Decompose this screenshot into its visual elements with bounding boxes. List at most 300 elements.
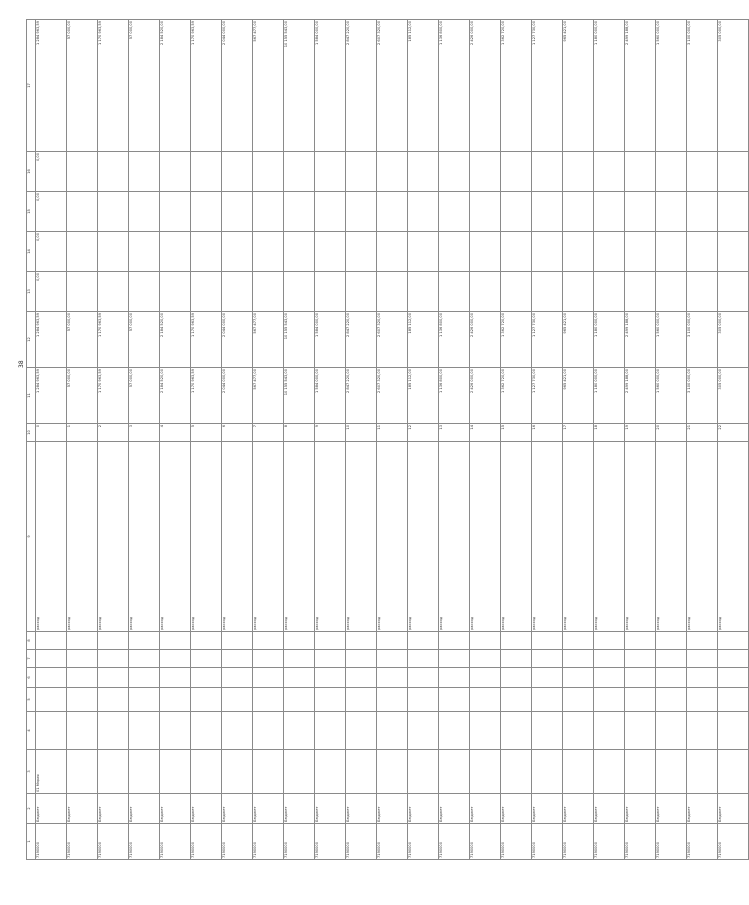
table-cell [36, 688, 67, 712]
table-cell: Бюджет [284, 794, 315, 824]
table-cell: 567 477,00 [253, 312, 284, 368]
table-cell [501, 232, 532, 272]
table-cell [470, 232, 501, 272]
table-cell: Бюджет [160, 794, 191, 824]
table-cell: 7190000 [687, 824, 718, 860]
table-cell [346, 650, 377, 668]
table-cell [36, 712, 67, 750]
table-cell [315, 192, 346, 232]
table-cell [284, 750, 315, 794]
table-cell: 2 044 000,00 [222, 368, 253, 424]
table-cell [408, 650, 439, 668]
table-cell: 1 180 000,00 [594, 312, 625, 368]
page-number: 38 [18, 360, 25, 368]
table-cell [222, 688, 253, 712]
table-cell: 1 127 730,00 [532, 20, 563, 152]
table-cell: 2 499 188,00 [625, 368, 656, 424]
table-row [656, 20, 687, 860]
table-cell [532, 650, 563, 668]
table-cell: 2 847 220,00 [346, 20, 377, 152]
table-cell [439, 232, 470, 272]
table-cell: 1 136 800,00 [439, 20, 470, 152]
table-cell [129, 152, 160, 192]
table-cell: 1 170 963,59 [98, 368, 129, 424]
table-cell: расход [36, 442, 67, 632]
table-cell [346, 632, 377, 650]
header-cell: 11 [27, 368, 36, 424]
table-cell [687, 632, 718, 650]
table-row [222, 20, 253, 860]
header-cell: 8 [27, 632, 36, 650]
table-cell: 567 477,00 [253, 368, 284, 424]
table-cell: расход [98, 442, 129, 632]
table-row [687, 20, 718, 860]
table-cell [191, 232, 222, 272]
table-cell: 7190000 [67, 824, 98, 860]
table-cell: 2 044 000,00 [222, 20, 253, 152]
header-cell: 15 [27, 192, 36, 232]
table-cell [377, 192, 408, 232]
table-cell [594, 232, 625, 272]
table-cell [501, 272, 532, 312]
table-cell [718, 750, 749, 794]
table-cell: Бюджет [439, 794, 470, 824]
table-cell: 2 847 220,00 [346, 312, 377, 368]
table-cell [625, 632, 656, 650]
table-cell: Бюджет [718, 794, 749, 824]
table-row [470, 20, 501, 860]
table-cell: 1 284 963,59 [36, 368, 67, 424]
table-cell [129, 668, 160, 688]
table-cell: 1 284 963,59 [36, 20, 67, 152]
table-cell [718, 650, 749, 668]
table-cell [563, 688, 594, 712]
table-cell [284, 232, 315, 272]
header-cell: 3 [27, 750, 36, 794]
header-cell: 12 [27, 312, 36, 368]
table-cell: 305 000,00 [718, 368, 749, 424]
table-cell [98, 650, 129, 668]
table-cell: расход [470, 442, 501, 632]
table-cell [222, 650, 253, 668]
table-cell: 1 170 963,59 [98, 20, 129, 152]
table-cell: 1 180 000,00 [594, 20, 625, 152]
table-cell: 1 170 963,59 [191, 368, 222, 424]
table-cell [718, 192, 749, 232]
table-cell [98, 152, 129, 192]
table-cell [470, 152, 501, 192]
table-cell: расход [718, 442, 749, 632]
table-cell [377, 272, 408, 312]
table-cell [67, 750, 98, 794]
rotated-sheet [26, 20, 722, 860]
table-cell [687, 152, 718, 192]
table-cell: 1 362 720,00 [501, 20, 532, 152]
table-cell [191, 712, 222, 750]
header-cell: 16 [27, 152, 36, 192]
table-cell: расход [656, 442, 687, 632]
table-cell [594, 712, 625, 750]
table-cell [470, 712, 501, 750]
budget-table [26, 19, 749, 860]
table-cell [656, 668, 687, 688]
table-cell [408, 152, 439, 192]
table-cell: 6 [222, 424, 253, 442]
table-cell [656, 632, 687, 650]
table-cell: Бюджет [222, 794, 253, 824]
table-cell [67, 232, 98, 272]
table-cell [625, 152, 656, 192]
table-cell: 13 [439, 424, 470, 442]
table-cell: 2 426 000,00 [470, 312, 501, 368]
table-cell: 1 362 720,00 [501, 368, 532, 424]
table-cell: 1 560 000,00 [656, 368, 687, 424]
table-cell: 4 [160, 424, 191, 442]
table-cell: 10 155 543,00 [284, 368, 315, 424]
table-cell: Бюджет [501, 794, 532, 824]
table-cell: 2 044 000,00 [222, 312, 253, 368]
table-cell [718, 272, 749, 312]
table-cell [656, 750, 687, 794]
table-cell [346, 668, 377, 688]
table-cell [470, 688, 501, 712]
table-row [377, 20, 408, 860]
table-cell [532, 712, 563, 750]
table-cell [98, 688, 129, 712]
table-cell: 57 000,00 [129, 20, 160, 152]
table-cell [687, 668, 718, 688]
table-cell [160, 632, 191, 650]
table-cell [656, 152, 687, 192]
table-cell: 7190000 [253, 824, 284, 860]
table-cell [315, 650, 346, 668]
table-row [594, 20, 625, 860]
table-cell [594, 750, 625, 794]
table-cell: 12 [408, 424, 439, 442]
table-cell [67, 152, 98, 192]
table-cell: 0,00 [36, 152, 67, 192]
table-cell [563, 632, 594, 650]
table-cell: расход [346, 442, 377, 632]
table-cell [160, 688, 191, 712]
table-cell [625, 232, 656, 272]
table-cell [501, 192, 532, 232]
table-cell [377, 152, 408, 192]
table-cell: Бюджет [532, 794, 563, 824]
table-cell [253, 712, 284, 750]
table-cell [222, 712, 253, 750]
table-cell [346, 152, 377, 192]
table-cell: Бюджет [253, 794, 284, 824]
table-cell [687, 192, 718, 232]
table-cell: Бюджет [625, 794, 656, 824]
table-cell [625, 192, 656, 232]
table-cell [563, 152, 594, 192]
table-cell: 10 [346, 424, 377, 442]
table-row [315, 20, 346, 860]
table-cell [36, 668, 67, 688]
table-cell: 2 499 188,00 [625, 20, 656, 152]
table-row [563, 20, 594, 860]
table-row [284, 20, 315, 860]
table-row [408, 20, 439, 860]
table-cell [346, 232, 377, 272]
table-cell [532, 232, 563, 272]
table-cell: Бюджет [408, 794, 439, 824]
table-cell: расход [532, 442, 563, 632]
table-cell [67, 668, 98, 688]
table-cell [687, 272, 718, 312]
table-cell: 1 560 000,00 [656, 312, 687, 368]
table-cell [253, 192, 284, 232]
table-cell: 2 426 000,00 [470, 368, 501, 424]
table-cell [284, 668, 315, 688]
table-cell: Бюджет [36, 794, 67, 824]
table-cell [656, 712, 687, 750]
table-cell [470, 632, 501, 650]
table-cell [315, 272, 346, 312]
table-cell [160, 668, 191, 688]
table-cell [408, 668, 439, 688]
table-cell: 7190000 [191, 824, 222, 860]
table-cell: расход [625, 442, 656, 632]
table-row [67, 20, 98, 860]
table-cell [160, 272, 191, 312]
table-cell [501, 650, 532, 668]
table-cell: 10 155 543,00 [284, 20, 315, 152]
table-cell [191, 668, 222, 688]
table-cell [656, 232, 687, 272]
table-cell: 0,00 [36, 232, 67, 272]
table-cell: 7190000 [594, 824, 625, 860]
table-cell [563, 192, 594, 232]
table-cell: 965 421,00 [563, 368, 594, 424]
header-cell: 5 [27, 688, 36, 712]
table-row [532, 20, 563, 860]
table-cell [563, 272, 594, 312]
table-cell [501, 712, 532, 750]
table-cell: Бюджет [191, 794, 222, 824]
table-cell [377, 668, 408, 688]
table-cell [439, 272, 470, 312]
table-cell: 1 284 963,59 [36, 312, 67, 368]
table-cell [346, 192, 377, 232]
table-cell [222, 272, 253, 312]
table-cell [160, 232, 191, 272]
table-cell [129, 632, 160, 650]
table-cell [346, 688, 377, 712]
table-cell [253, 650, 284, 668]
table-cell: Бюджет [98, 794, 129, 824]
table-cell [625, 650, 656, 668]
table-cell [625, 750, 656, 794]
table-cell [718, 232, 749, 272]
table-cell [67, 650, 98, 668]
table-cell [98, 192, 129, 232]
table-row [439, 20, 470, 860]
table-cell [532, 668, 563, 688]
table-cell [191, 272, 222, 312]
table-cell [718, 152, 749, 192]
table-cell [315, 152, 346, 192]
table-cell: 185 112,00 [408, 368, 439, 424]
table-cell: расход [594, 442, 625, 632]
table-cell [222, 232, 253, 272]
table-cell [594, 272, 625, 312]
table-cell: 15 [501, 424, 532, 442]
table-cell [718, 668, 749, 688]
table-cell [222, 152, 253, 192]
table-cell: Бюджет [377, 794, 408, 824]
table-cell [284, 712, 315, 750]
table-cell [718, 632, 749, 650]
table-cell: 185 112,00 [408, 312, 439, 368]
table-cell [315, 750, 346, 794]
table-cell: 965 421,00 [563, 20, 594, 152]
table-cell [594, 192, 625, 232]
table-row [501, 20, 532, 860]
table-cell: 3 [129, 424, 160, 442]
table-cell: 2 184 520,00 [160, 20, 191, 152]
table-cell: 57 000,00 [67, 368, 98, 424]
table-cell: 1 584 000,00 [315, 368, 346, 424]
table-cell: 305 000,00 [718, 20, 749, 152]
table-row [36, 20, 67, 860]
table-cell: 22 [718, 424, 749, 442]
table-cell: Бюджет [563, 794, 594, 824]
table-cell [439, 152, 470, 192]
table-cell [594, 650, 625, 668]
table-cell [594, 152, 625, 192]
header-cell: 4 [27, 712, 36, 750]
table-cell [625, 668, 656, 688]
table-cell [687, 712, 718, 750]
table-cell: расход [284, 442, 315, 632]
table-cell: 1 170 963,59 [191, 20, 222, 152]
table-cell: 1 136 800,00 [439, 368, 470, 424]
table-cell [98, 668, 129, 688]
table-cell: Бюджет [315, 794, 346, 824]
table-cell: 7190000 [222, 824, 253, 860]
table-cell [501, 750, 532, 794]
table-row [346, 20, 377, 860]
table-cell [439, 712, 470, 750]
table-cell [656, 688, 687, 712]
table-cell [346, 750, 377, 794]
table-cell [67, 712, 98, 750]
table-cell: расход [129, 442, 160, 632]
table-cell: 2 184 520,00 [160, 368, 191, 424]
table-cell: 7190000 [315, 824, 346, 860]
table-cell [191, 650, 222, 668]
table-cell: расход [67, 442, 98, 632]
table-cell [67, 632, 98, 650]
table-cell [191, 688, 222, 712]
table-cell: 2 499 188,00 [625, 312, 656, 368]
table-cell: расход [377, 442, 408, 632]
table-cell [439, 668, 470, 688]
table-cell: Бюджет [656, 794, 687, 824]
table-cell [718, 712, 749, 750]
table-cell: Бюджет [129, 794, 160, 824]
table-cell [625, 688, 656, 712]
table-cell [129, 272, 160, 312]
table-row [253, 20, 284, 860]
table-cell [129, 712, 160, 750]
table-cell: Бюджет [67, 794, 98, 824]
table-cell [222, 192, 253, 232]
table-cell: 57 000,00 [67, 312, 98, 368]
table-cell: 305 000,00 [718, 312, 749, 368]
table-cell: 1 180 000,00 [594, 368, 625, 424]
table-cell: расход [222, 442, 253, 632]
table-cell [408, 750, 439, 794]
table-cell: 7190000 [718, 824, 749, 860]
header-row [27, 20, 36, 860]
table-cell [532, 192, 563, 232]
table-cell [625, 712, 656, 750]
table-cell [315, 632, 346, 650]
table-row [160, 20, 191, 860]
table-cell [532, 750, 563, 794]
header-cell: 13 [27, 272, 36, 312]
header-cell: 1 [27, 824, 36, 860]
table-cell [315, 688, 346, 712]
table-cell [656, 192, 687, 232]
table-cell: 11 [377, 424, 408, 442]
table-cell [377, 750, 408, 794]
table-cell [501, 152, 532, 192]
table-row [191, 20, 222, 860]
table-cell: расход [191, 442, 222, 632]
table-cell [98, 232, 129, 272]
table-cell [687, 688, 718, 712]
table-cell: 3 100 000,00 [687, 20, 718, 152]
table-cell [36, 650, 67, 668]
table-cell: расход [160, 442, 191, 632]
table-cell [160, 750, 191, 794]
table-cell [563, 650, 594, 668]
table-cell [563, 668, 594, 688]
table-cell: 1 584 000,00 [315, 312, 346, 368]
header-cell: 7 [27, 650, 36, 668]
table-cell [253, 152, 284, 192]
table-cell: 2 847 220,00 [346, 368, 377, 424]
table-cell: 1 560 000,00 [656, 20, 687, 152]
table-cell [98, 712, 129, 750]
table-cell [439, 650, 470, 668]
table-cell [284, 632, 315, 650]
table-cell [222, 750, 253, 794]
table-cell: 18 [594, 424, 625, 442]
table-cell: 185 112,00 [408, 20, 439, 152]
table-cell [98, 750, 129, 794]
table-cell [439, 632, 470, 650]
table-cell [439, 750, 470, 794]
table-cell: 1 362 720,00 [501, 312, 532, 368]
table-cell: 5 [191, 424, 222, 442]
table-cell [687, 750, 718, 794]
table-cell [160, 650, 191, 668]
table-cell [594, 632, 625, 650]
table-cell: 965 421,00 [563, 312, 594, 368]
table-cell: 7190000 [439, 824, 470, 860]
table-cell [191, 192, 222, 232]
table-cell [284, 272, 315, 312]
header-cell: 10 [27, 424, 36, 442]
table-cell [253, 750, 284, 794]
table-cell: 9 [315, 424, 346, 442]
